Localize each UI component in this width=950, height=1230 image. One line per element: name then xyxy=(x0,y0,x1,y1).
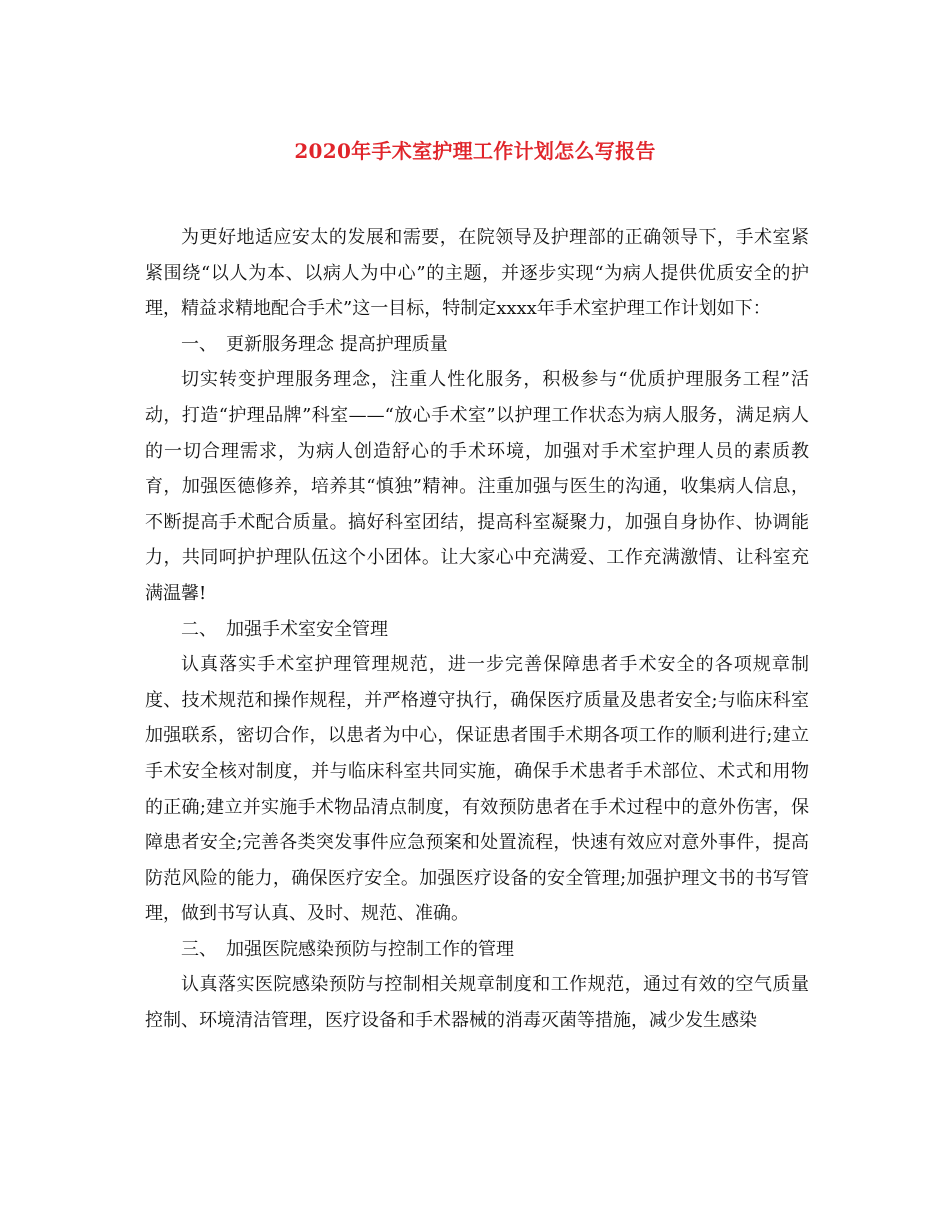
section-heading-3: 三、 加强医院感染预防与控制工作的管理 xyxy=(181,938,514,960)
document-body xyxy=(145,220,809,1039)
section-paragraph-2: 认真落实手术室护理管理规范，进一步完善保障患者手术安全的各项规章制度、技术规范和操作规程，并严格遵守执行，确保医疗质量及患者安全;与临床科室加强联系，密切合作，以患者为中心，保证患者围手术期各项工作的顺利进行;建立手术安全核对制度，并与临床科室共同实施，确保手术患者手术部位、术式和用物的正确;建立并实施手术物品清点制度，有效预防患者在手术过程中的意外伤害，保障患者安全;完善各类突发事件应急预案和处置流程，快速有效应对意外事件，提高防范风险的能力，确保医疗安全。加强医疗设备的安全管理;加强护理文书的书写管理，做到书写认真、及时、规范、准确。 xyxy=(145,654,809,925)
section-paragraph-1: 切实转变护理服务理念，注重人性化服务，积极参与“优质护理服务工程”活动，打造“护理品牌”科室——“放心手术室”以护理工作状态为病人服务，满足病人的一切合理需求，为病人创造舒心的手术环境，加强对手术室护理人员的素质教育，加强医德修养，培养其“慎独”精神。注重加强与医生的沟通，收集病人信息，不断提高手术配合质量。搞好科室团结，提高科室凝聚力，加强自身协作、协调能力，共同呵护护理队伍这个小团体。让大家心中充满爱、工作充满激情、让科室充满温馨! xyxy=(145,369,809,604)
document-title: 2020年手术室护理工作计划怎么写报告 xyxy=(294,139,656,163)
section-heading-2: 二、 加强手术室安全管理 xyxy=(181,618,388,640)
section-paragraph-3: 认真落实医院感染预防与控制相关规章制度和工作规范，通过有效的空气质量控制、环境清洁管理，医疗设备和手术器械的消毒灭菌等措施，减少发生感染 xyxy=(145,974,809,1032)
section-heading-1: 一、 更新服务理念 提高护理质量 xyxy=(181,333,448,355)
intro-paragraph: 为更好地适应安太的发展和需要，在院领导及护理部的正确领导下，手术室紧紧围绕“以人为本、以病人为中心”的主题，并逐步实现“为病人提供优质安全的护理，精益求精地配合手术”这一目标，特制定xxxx年手术室护理工作计划如下： xyxy=(145,227,809,320)
